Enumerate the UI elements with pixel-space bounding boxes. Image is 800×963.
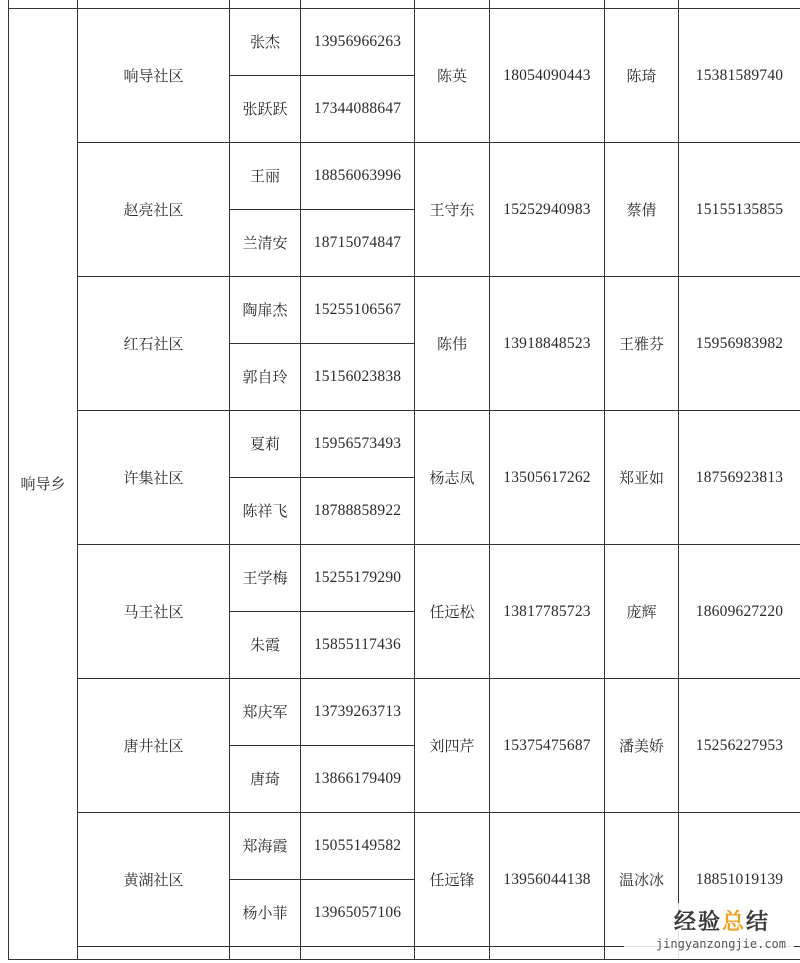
- leader-name: 陈英: [415, 9, 490, 143]
- leader-phone: 13817785723: [490, 545, 605, 679]
- member-phone: 15855117436: [301, 612, 415, 679]
- leader-phone: 15375475687: [490, 679, 605, 813]
- leader-phone: 18054090443: [490, 9, 605, 143]
- member-name: 郑庆军: [230, 679, 301, 746]
- leader-name: 任远锋: [415, 813, 490, 947]
- member-phone: 15956573493: [301, 411, 415, 478]
- community-name: 红石社区: [78, 277, 230, 411]
- member-name: 张杰: [230, 9, 301, 76]
- member-name: 朱霞: [230, 612, 301, 679]
- member-phone: 13739263713: [301, 679, 415, 746]
- tail-cell: [78, 947, 230, 960]
- member-name: 王学梅: [230, 545, 301, 612]
- member-phone: 17344088647: [301, 76, 415, 143]
- leader-name: 陈伟: [415, 277, 490, 411]
- community-name: 黄湖社区: [78, 813, 230, 947]
- table-row: [9, 277, 800, 344]
- leader-phone: 13918848523: [490, 277, 605, 411]
- community-name: 赵亮社区: [78, 143, 230, 277]
- leader-name: 任远松: [415, 545, 490, 679]
- contact-phone: 18609627220: [679, 545, 800, 679]
- leader-phone: 15252940983: [490, 143, 605, 277]
- community-name: 马王社区: [78, 545, 230, 679]
- member-phone: 18715074847: [301, 210, 415, 277]
- tail-cell: [415, 947, 490, 960]
- tail-cell: [490, 947, 605, 960]
- contact-name: 陈琦: [605, 9, 679, 143]
- contact-name: 温冰冰: [605, 813, 679, 947]
- member-phone: 15055149582: [301, 813, 415, 880]
- leader-name: 王守东: [415, 143, 490, 277]
- contact-name: 蔡倩: [605, 143, 679, 277]
- contact-phone: 15256227953: [679, 679, 800, 813]
- contact-phone: 18851019139: [679, 813, 800, 947]
- member-name: 张跃跃: [230, 76, 301, 143]
- member-phone: 13866179409: [301, 746, 415, 813]
- table-row: [9, 411, 800, 478]
- watermark-logo: 经验总结: [673, 910, 770, 935]
- contact-phone: 18756923813: [679, 411, 800, 545]
- contact-table: [8, 0, 800, 960]
- member-name: 兰清安: [230, 210, 301, 277]
- member-name: 王丽: [230, 143, 301, 210]
- leader-name: 刘四芹: [415, 679, 490, 813]
- member-phone: 18856063996: [301, 143, 415, 210]
- contact-name: 潘美娇: [605, 679, 679, 813]
- watermark: [624, 903, 794, 959]
- member-name: 陈祥飞: [230, 478, 301, 545]
- leader-phone: 13505617262: [490, 411, 605, 545]
- contact-name: 庞辉: [605, 545, 679, 679]
- member-name: 唐琦: [230, 746, 301, 813]
- township-cell: 响导乡: [9, 9, 78, 960]
- table-row: [9, 143, 800, 210]
- member-phone: 15255179290: [301, 545, 415, 612]
- contact-phone: 15956983982: [679, 277, 800, 411]
- member-name: 陶扉杰: [230, 277, 301, 344]
- member-name: 郭自玲: [230, 344, 301, 411]
- tail-cell: [230, 947, 301, 960]
- member-name: 郑海霞: [230, 813, 301, 880]
- watermark-url: jingyanzongjie.com: [655, 937, 786, 951]
- table-row: [9, 545, 800, 612]
- contact-phone: 15155135855: [679, 143, 800, 277]
- member-phone: 13965057106: [301, 880, 415, 947]
- leader-name: 杨志凤: [415, 411, 490, 545]
- member-name: 杨小菲: [230, 880, 301, 947]
- community-name: 许集社区: [78, 411, 230, 545]
- table-row: [9, 9, 800, 76]
- contact-phone: 15381589740: [679, 9, 800, 143]
- member-phone: 13956966263: [301, 9, 415, 76]
- table-row: [9, 813, 800, 880]
- member-phone: 15255106567: [301, 277, 415, 344]
- community-name: 响导社区: [78, 9, 230, 143]
- member-phone: 18788858922: [301, 478, 415, 545]
- table-row: [9, 679, 800, 746]
- table-top-row: [9, 0, 800, 9]
- member-name: 夏莉: [230, 411, 301, 478]
- tail-cell: [301, 947, 415, 960]
- contact-name: 郑亚如: [605, 411, 679, 545]
- contact-name: 王雅芬: [605, 277, 679, 411]
- member-phone: 15156023838: [301, 344, 415, 411]
- community-name: 唐井社区: [78, 679, 230, 813]
- leader-phone: 13956044138: [490, 813, 605, 947]
